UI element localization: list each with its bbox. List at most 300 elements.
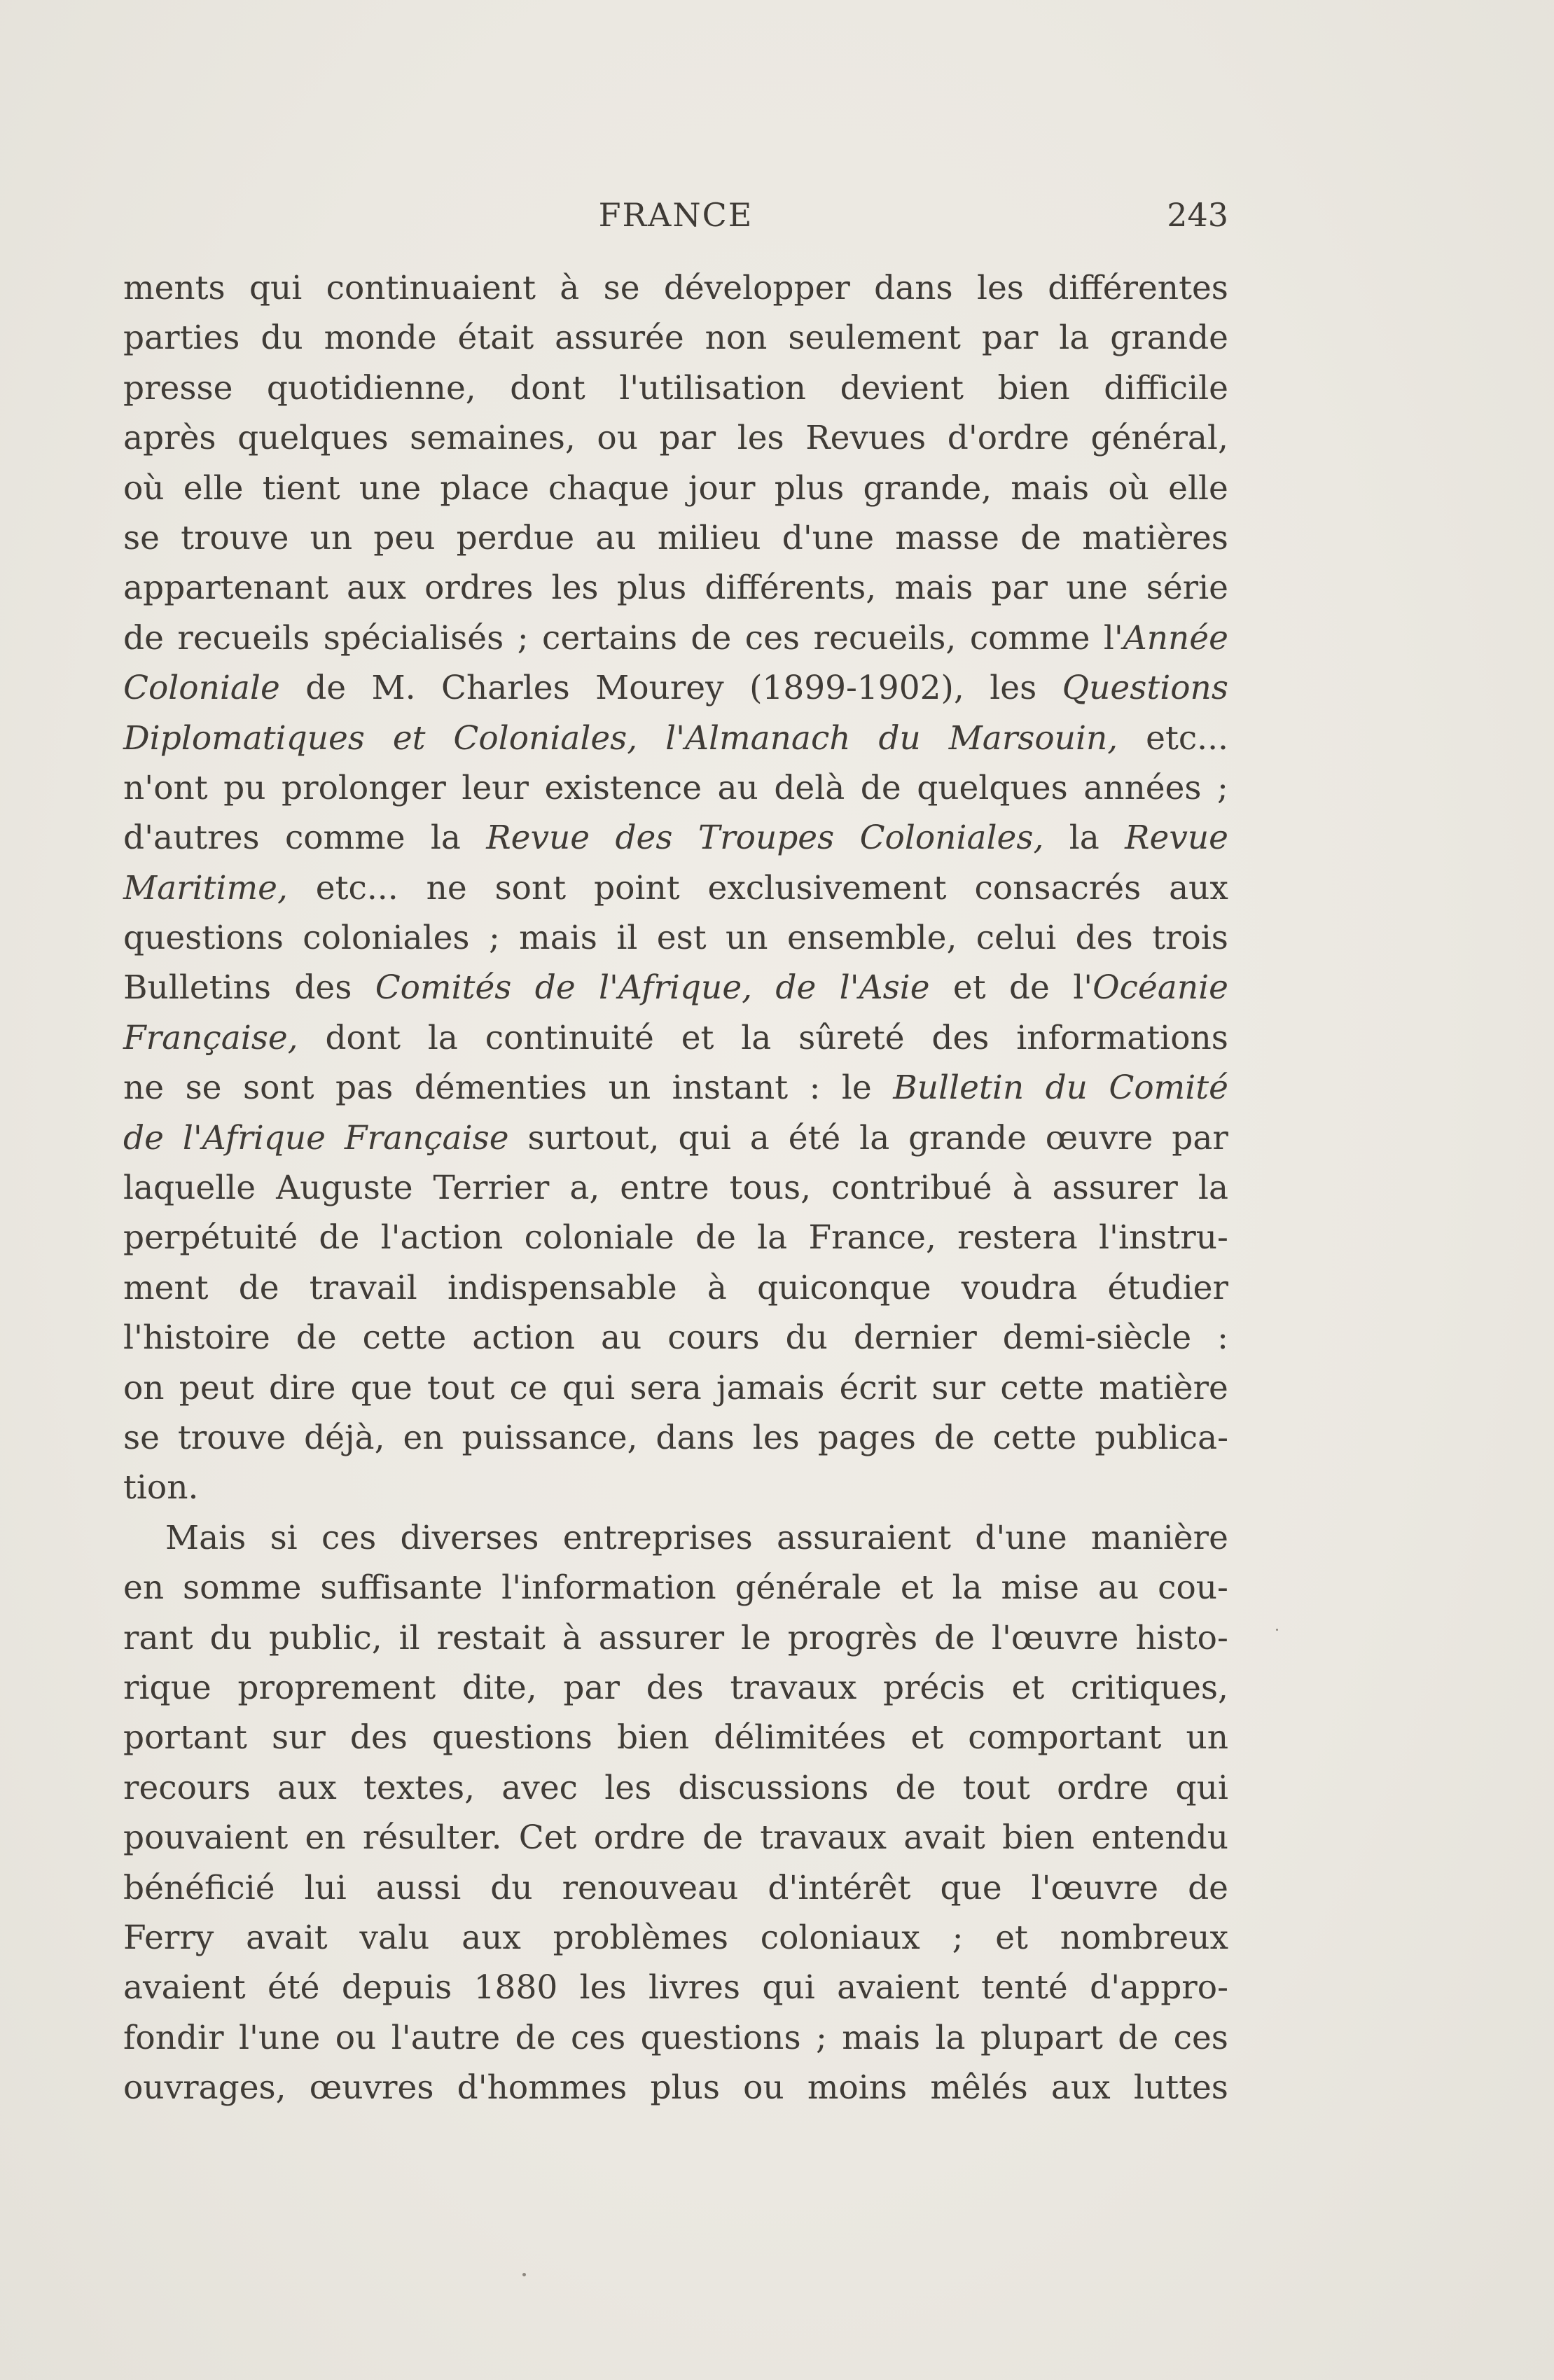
word: cette <box>362 1318 447 1358</box>
word: assuraient <box>776 1518 951 1557</box>
word: à <box>562 1618 582 1657</box>
word: discussions <box>678 1768 869 1807</box>
word: perpétuité <box>123 1218 298 1258</box>
word: comportant <box>968 1718 1162 1758</box>
word: : <box>1217 1318 1228 1358</box>
word: Revue <box>486 819 590 858</box>
word: recueils, <box>813 618 957 657</box>
word: de <box>534 968 576 1008</box>
word: travaux <box>760 1818 887 1858</box>
word: Marsouin, <box>948 718 1118 758</box>
word: cette <box>1000 1368 1085 1407</box>
word: cette <box>992 1418 1077 1457</box>
word: la <box>427 1018 458 1057</box>
word: bien <box>1002 1818 1075 1858</box>
word: il <box>616 919 638 958</box>
word: en <box>403 1418 444 1457</box>
word: sûreté <box>798 1018 905 1057</box>
word: ces <box>1173 2018 1228 2057</box>
word: manière <box>1090 1518 1228 1557</box>
text-line <box>123 1213 1228 1262</box>
word: si <box>270 1518 298 1557</box>
word: années <box>1083 768 1202 807</box>
word: monde <box>324 319 437 358</box>
word: presse <box>123 368 233 408</box>
word: de <box>1188 1868 1228 1907</box>
word: de <box>238 1268 279 1307</box>
word: ou <box>597 419 638 458</box>
word: grande, <box>863 468 992 508</box>
word: se <box>123 518 160 557</box>
word: recueils <box>177 618 310 657</box>
word: et <box>681 1018 714 1057</box>
text-line <box>123 1063 1228 1113</box>
word: du <box>209 1618 252 1657</box>
word: aux <box>347 569 406 608</box>
word: Revue <box>1125 819 1228 858</box>
word: proprement <box>237 1668 436 1707</box>
word: le <box>740 1618 771 1657</box>
word: l'instru- <box>1099 1218 1228 1258</box>
word: les <box>604 1768 652 1807</box>
word: bien <box>616 1718 690 1758</box>
word: l'une <box>239 2018 321 2057</box>
text-line <box>123 2063 1228 2113</box>
word: l'histoire <box>123 1318 270 1358</box>
text-line <box>123 1263 1228 1313</box>
word: dire <box>269 1368 336 1407</box>
word: d'intérêt <box>768 1868 911 1907</box>
word: publica- <box>1095 1418 1228 1457</box>
text-line <box>123 1963 1228 2012</box>
word: Revues <box>805 419 927 458</box>
word: de <box>319 1218 360 1258</box>
word: avec <box>501 1768 578 1807</box>
word: travail <box>309 1268 417 1307</box>
word: l'utilisation <box>619 368 807 408</box>
word: qui <box>1175 1768 1228 1807</box>
word: de <box>702 1818 744 1858</box>
word: des <box>294 968 352 1008</box>
word: Cet <box>518 1818 577 1858</box>
word: les <box>737 419 784 458</box>
word: les <box>976 269 1024 307</box>
word: des <box>615 819 673 858</box>
word: recours <box>123 1768 251 1807</box>
word: que <box>350 1368 412 1407</box>
word: aux <box>462 1918 521 1957</box>
word: ou <box>743 2068 784 2108</box>
word: mais <box>894 569 973 608</box>
word: ordres <box>424 569 534 608</box>
text-line <box>123 1163 1228 1213</box>
word: se <box>123 1418 160 1457</box>
word: Bulletins <box>123 968 271 1008</box>
word: Ferry <box>123 1918 214 1957</box>
word: sur <box>931 1368 986 1407</box>
word: spécialisés <box>323 618 504 657</box>
word: série <box>1146 569 1228 608</box>
text-line <box>123 1463 1228 1512</box>
word: dont <box>325 1018 401 1057</box>
word: du <box>261 319 303 358</box>
word: à <box>707 1268 727 1307</box>
word: aux <box>1169 868 1228 907</box>
word: différents, <box>705 569 877 608</box>
word: du <box>1045 1069 1088 1108</box>
word: France, <box>808 1218 936 1258</box>
word: été <box>267 1968 320 2007</box>
word: à <box>560 269 580 307</box>
word: peut <box>179 1368 254 1407</box>
word: critiques, <box>1070 1668 1228 1707</box>
word: instant <box>672 1069 789 1108</box>
word: des <box>646 1668 704 1707</box>
word: ouvrages, <box>123 2068 286 2108</box>
word: travaux <box>730 1668 857 1707</box>
text-line <box>123 1613 1228 1663</box>
word: masse <box>895 518 999 557</box>
word: etc... <box>315 868 398 907</box>
text-line <box>123 663 1228 713</box>
word: tout <box>962 1768 1030 1807</box>
word: œuvres <box>309 2068 434 2108</box>
word: d'appro- <box>1090 1968 1228 2007</box>
word: renouveau <box>562 1868 739 1907</box>
word: au <box>1097 1568 1139 1608</box>
word: difficile <box>1104 368 1228 408</box>
text-line <box>123 1763 1228 1813</box>
word: (1899-1902), <box>749 669 964 708</box>
word: on <box>123 1368 165 1407</box>
word: tout <box>426 1368 495 1407</box>
word: ne <box>123 1069 165 1108</box>
word: demi-siècle <box>1002 1318 1192 1358</box>
word: de <box>296 1318 337 1358</box>
word: ; <box>488 919 500 958</box>
word: se <box>185 1069 222 1108</box>
word: de <box>123 618 164 657</box>
word: milieu <box>657 518 761 557</box>
word: etc... <box>1146 718 1228 758</box>
word: entreprises <box>562 1518 753 1557</box>
word: coloniale <box>524 1218 674 1258</box>
text-line <box>123 1113 1228 1163</box>
word: luttes <box>1133 2068 1228 2108</box>
word: de <box>123 1118 164 1157</box>
word: mais <box>519 919 597 958</box>
word: ces <box>744 618 800 657</box>
word: de <box>895 1768 936 1807</box>
word: assurer <box>598 1618 725 1657</box>
word: textes, <box>363 1768 476 1807</box>
word: que <box>940 1868 1002 1907</box>
word: la <box>1198 1169 1228 1208</box>
word: de <box>1020 518 1062 557</box>
word: par <box>659 419 716 458</box>
word: un <box>726 919 768 958</box>
word: contribué <box>831 1169 992 1208</box>
word: œuvre <box>1045 1118 1153 1157</box>
word: été <box>788 1118 841 1157</box>
word: pouvaient <box>123 1818 289 1858</box>
word: un <box>608 1069 651 1108</box>
word: tous, <box>729 1169 812 1208</box>
word: bénéficié <box>123 1868 275 1907</box>
word: un <box>1186 1718 1228 1758</box>
word: avait <box>246 1918 328 1957</box>
word: dernier <box>853 1318 977 1358</box>
word: ordre <box>1057 1768 1149 1807</box>
word: aux <box>277 1768 337 1807</box>
word: public, <box>268 1618 382 1657</box>
word: les <box>752 1418 800 1457</box>
word: tenté <box>981 1968 1068 2007</box>
word: point <box>594 868 680 907</box>
word: la <box>757 1218 788 1258</box>
word: elle <box>1168 468 1228 508</box>
word: avaient <box>123 1968 246 2007</box>
word: d'une <box>975 1518 1067 1557</box>
text-line <box>123 913 1228 963</box>
text-line <box>123 464 1228 513</box>
word: la <box>1069 819 1099 858</box>
word: jour <box>688 468 756 508</box>
word: continuité <box>485 1018 654 1057</box>
word: l'Afrique, <box>599 968 753 1008</box>
word: cou- <box>1158 1568 1228 1608</box>
text-line <box>123 714 1228 763</box>
word: et <box>392 718 426 758</box>
word: fondir <box>123 2018 224 2057</box>
word: la <box>935 2018 966 2057</box>
text-line <box>123 1313 1228 1363</box>
word: matière <box>1099 1368 1228 1407</box>
word: Comités <box>375 968 512 1008</box>
word: ments <box>123 269 226 307</box>
word: jamais <box>716 1368 825 1407</box>
word: Auguste <box>276 1169 413 1208</box>
word: Troupes <box>698 819 835 858</box>
word: Comité <box>1109 1069 1228 1108</box>
word: dite, <box>462 1668 537 1707</box>
word: puissance, <box>462 1418 638 1457</box>
text-line <box>123 1863 1228 1913</box>
word: lui <box>304 1868 347 1907</box>
word: entre <box>620 1169 709 1208</box>
word: pages <box>817 1418 916 1457</box>
word: Française <box>344 1118 509 1157</box>
word: dans <box>655 1418 735 1457</box>
word: avaient <box>837 1968 959 2007</box>
word: suffisante <box>320 1568 483 1608</box>
word: somme <box>183 1568 302 1608</box>
paper-speck <box>1276 1629 1278 1631</box>
word: était <box>457 319 534 358</box>
text-line <box>123 1413 1228 1463</box>
word: qui <box>249 269 303 307</box>
word: Coloniales, <box>453 718 638 758</box>
word: dans <box>874 269 953 307</box>
word: au <box>717 768 758 807</box>
word: histo- <box>1135 1618 1228 1657</box>
word: portant <box>123 1718 247 1758</box>
word: un <box>310 518 353 557</box>
word: ou <box>335 2018 377 2057</box>
word: démenties <box>414 1069 588 1108</box>
word: non <box>705 319 768 358</box>
word: trouve <box>181 518 289 557</box>
word: matières <box>1082 518 1228 557</box>
word: se <box>603 269 640 307</box>
word: nombreux <box>1060 1918 1228 1957</box>
word: ces <box>321 1518 377 1557</box>
word: la <box>952 1568 983 1608</box>
word: et <box>995 1918 1028 1957</box>
word: d'ordre <box>947 419 1069 458</box>
word: ensemble, <box>786 919 957 958</box>
word: par <box>991 569 1048 608</box>
word: surtout, <box>527 1118 660 1157</box>
word: perdue <box>456 518 575 557</box>
word: plus <box>650 2068 720 2108</box>
word: informations <box>1016 1018 1228 1057</box>
word: questions <box>123 919 284 958</box>
word: quotidienne, <box>266 368 476 408</box>
word: et <box>910 1718 944 1758</box>
word: ordre <box>593 1818 686 1858</box>
word: action <box>472 1318 576 1358</box>
word: le <box>841 1069 872 1108</box>
text-line <box>123 613 1228 663</box>
word: de <box>1008 968 1050 1008</box>
word: rant <box>123 1618 193 1657</box>
page-number: 243 <box>1167 196 1228 234</box>
word: et <box>1011 1668 1045 1707</box>
word: exclusivement <box>707 868 947 907</box>
word: il <box>398 1618 420 1657</box>
word: restait <box>436 1618 546 1657</box>
word: celui <box>976 919 1057 958</box>
word: mais <box>842 2018 921 2057</box>
word: l'action <box>380 1218 504 1258</box>
word: n'ont <box>123 768 208 807</box>
word: de <box>691 618 732 657</box>
word: dont <box>510 368 585 408</box>
word: délimitées <box>714 1718 887 1758</box>
word: différentes <box>1048 269 1228 307</box>
word: étudier <box>1107 1268 1228 1307</box>
word: tion. <box>123 1468 199 1508</box>
word: avait <box>903 1818 985 1858</box>
word: du <box>878 718 921 758</box>
word: en <box>123 1568 165 1608</box>
word: en <box>305 1818 346 1858</box>
word: ne <box>426 868 467 907</box>
word: comme <box>284 819 405 858</box>
word: l'œuvre <box>991 1618 1119 1657</box>
word: questions <box>640 2018 801 2057</box>
word: laquelle <box>123 1169 256 1208</box>
word: de <box>1118 2018 1159 2057</box>
word: générale <box>735 1568 882 1608</box>
word: prolonger <box>282 768 446 807</box>
word: assurer <box>1052 1169 1178 1208</box>
word: problèmes <box>553 1918 728 1957</box>
word: valu <box>359 1918 430 1957</box>
word: rique <box>123 1668 211 1707</box>
word: Terrier <box>433 1169 550 1208</box>
word: appartenant <box>123 569 328 608</box>
word: delà <box>774 768 845 807</box>
word: d'autres <box>123 819 260 858</box>
text-line <box>123 313 1228 363</box>
text-line <box>123 2013 1228 2063</box>
word: du <box>785 1318 828 1358</box>
word: quelques <box>237 419 389 458</box>
word: sont <box>242 1069 314 1108</box>
word: l'information <box>501 1568 716 1608</box>
word: cours <box>667 1318 760 1358</box>
word: 1880 <box>473 1968 558 2007</box>
word: l'Année <box>1103 618 1228 657</box>
word: a, <box>569 1169 600 1208</box>
word: déjà, <box>304 1418 385 1457</box>
word: a <box>749 1118 770 1157</box>
word: quiconque <box>757 1268 931 1307</box>
word: sur <box>271 1718 326 1758</box>
word: sont <box>494 868 567 907</box>
word: livres <box>648 1968 740 2007</box>
word: continuaient <box>326 269 536 307</box>
text-line <box>123 813 1228 863</box>
word: ; <box>1217 768 1228 807</box>
word: au <box>595 518 637 557</box>
word: résulter. <box>362 1818 502 1858</box>
text-line <box>123 513 1228 563</box>
word: aux <box>1050 2068 1111 2108</box>
word: l'œuvre <box>1031 1868 1159 1907</box>
word: par <box>563 1668 620 1707</box>
word: ment <box>123 1268 209 1307</box>
word: consacrés <box>974 868 1142 907</box>
word: la <box>1059 319 1090 358</box>
word: pu <box>223 768 266 807</box>
word: trouve <box>177 1418 286 1457</box>
word: d'hommes <box>457 2068 627 2108</box>
word: les <box>551 569 599 608</box>
word: la <box>741 1018 772 1057</box>
text-line <box>123 963 1228 1012</box>
word: Mourey <box>595 669 724 708</box>
word: seulement <box>788 319 961 358</box>
word: indispensable <box>447 1268 677 1307</box>
word: de <box>860 768 901 807</box>
word: la <box>430 819 461 858</box>
word: une <box>1066 569 1128 608</box>
word: comme <box>969 618 1090 657</box>
word: précis <box>882 1668 985 1707</box>
text-line <box>123 363 1228 413</box>
word: chaque <box>548 468 670 508</box>
word: entendu <box>1091 1818 1228 1858</box>
word: des <box>349 1718 408 1758</box>
text-line <box>123 1513 1228 1563</box>
word: diverses <box>400 1518 539 1557</box>
word: grande <box>908 1118 1027 1157</box>
word: l'Asie <box>839 968 930 1008</box>
word: une <box>359 468 422 508</box>
